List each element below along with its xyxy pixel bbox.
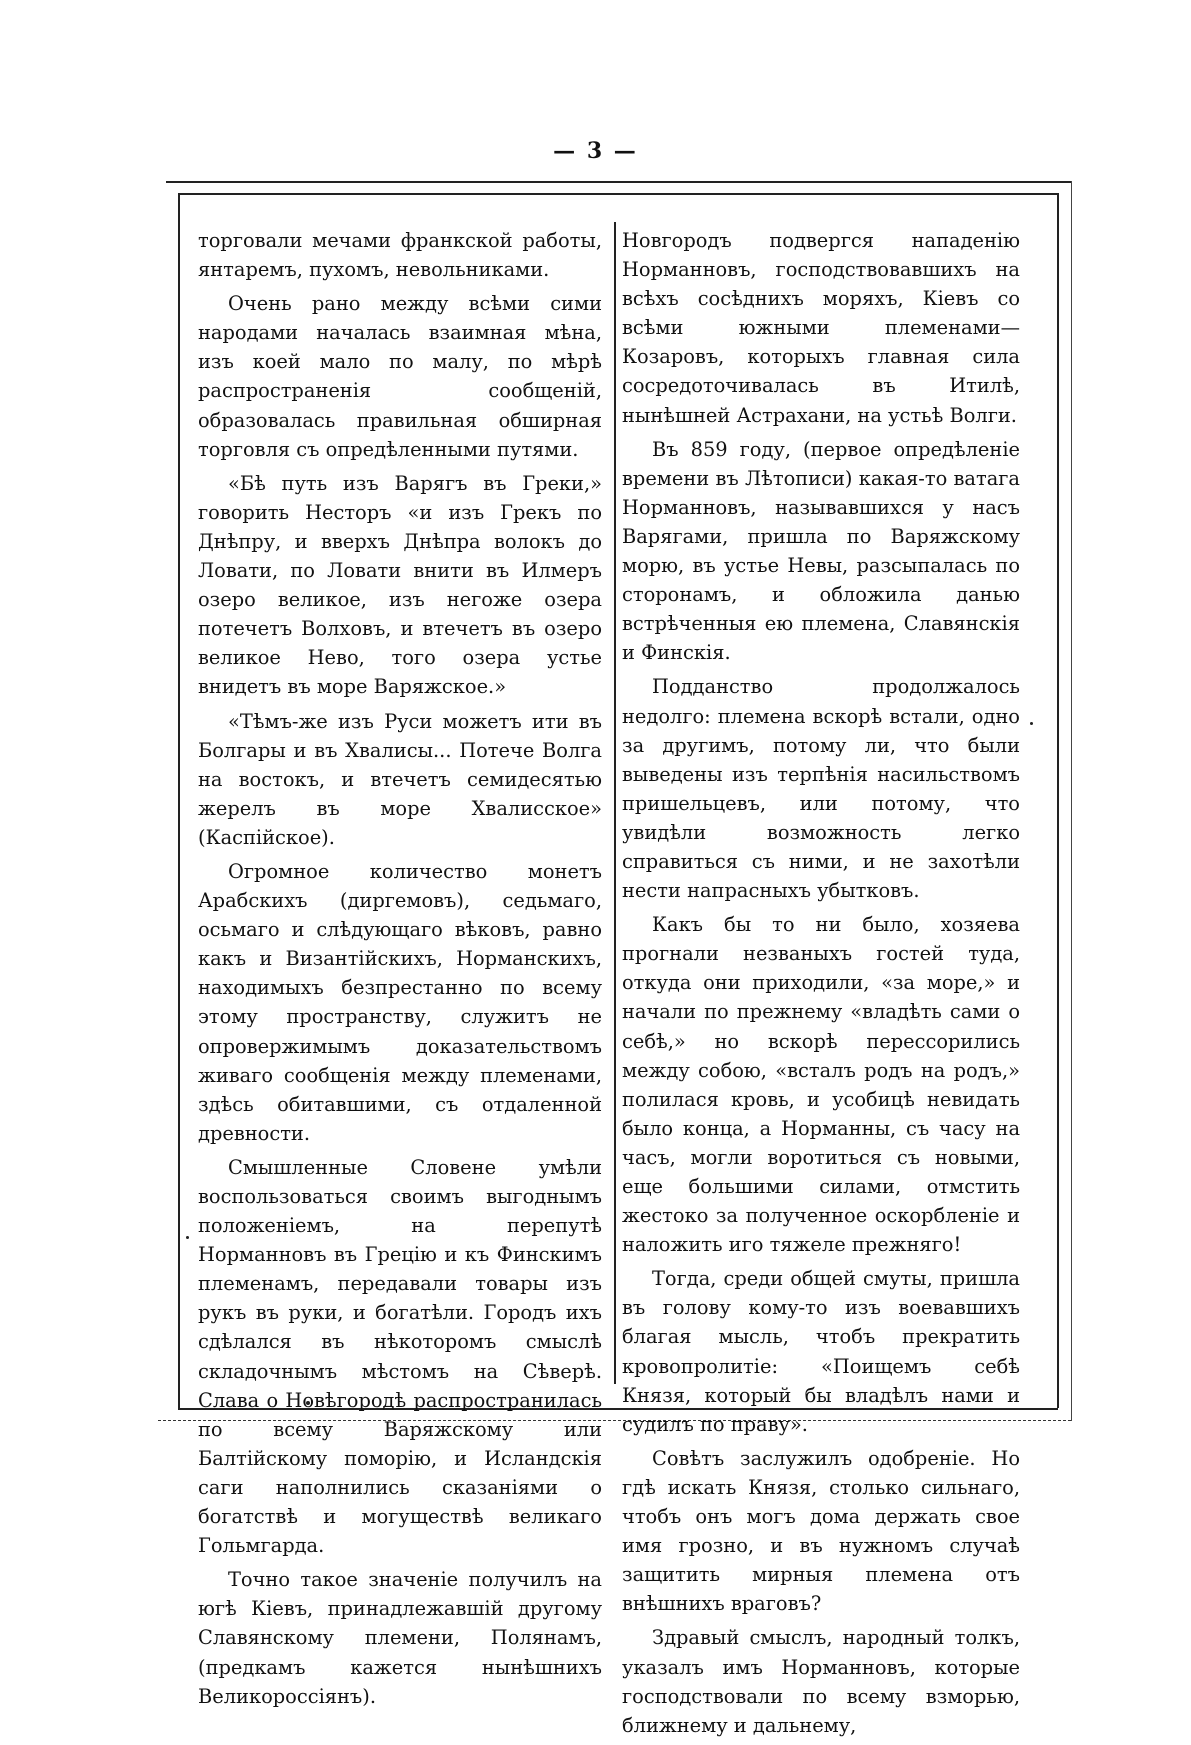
paragraph: Новгородъ подвергся нападенію Норманновъ, господствовавшихъ на всѣхъ сосѣднихъ моряхъ, Кіевъ со всѣми южными племенами—Козаровъ, которыхъ главная сила сосредоточивалась въ Итилѣ, нынѣшней Астрахани, на устьѣ Волги.: [622, 229, 1020, 427]
frame-right-rule: [1057, 193, 1059, 1408]
paragraph: Совѣтъ заслужилъ одобреніе. Но гдѣ искать Князя, столько сильнаго, чтобъ онъ могъ дома держать свое имя грозно, и въ нужномъ случаѣ защитить мирныя племена отъ внѣшнихъ враговъ?: [622, 1446, 1020, 1616]
paragraph: Въ 859 году, (первое опредѣленіе времени въ Лѣтописи) какая-то ватага Норманновъ, называвшихся у насъ Варягами, пришла по Варяжскому морю, въ устье Невы, разсыпалась по сторонамъ, и обложила данью встрѣченныя ею племена, Славянскія и Финскія.: [622, 437, 1020, 665]
paragraph: Огромное количество монетъ Арабскихъ (диргемовъ), седьмаго, осьмаго и слѣдующаго вѣковъ, равно какъ и Византійскихъ, Норманскихъ, находимыхъ безпрестанно по всему этому пространству, служитъ не опровержимымъ доказательствомъ живаго сообщенія между племенами, здѣсь обитавшими, съ отдаленной древности.: [198, 859, 602, 1145]
frame-left-rule: [178, 193, 180, 1408]
paragraph: «Бѣ путь изъ Варягъ въ Греки,» говорить Несторъ «и изъ Грекъ по Днѣпру, и вверхъ Днѣпра волокъ до Ловати, по Ловати внити въ Илмеръ озеро великое, изъ негоже озера потечетъ Волховъ, и втечетъ въ озеро великое Нево, того озера устье внидетъ въ море Варяжское.»: [198, 471, 602, 699]
paragraph: Здравый смыслъ, народный толкъ, указалъ имъ Норманновъ, которые господствовали по всему взморью, ближнему и дальнему,: [622, 1626, 1020, 1737]
paragraph: Точно такое значеніе получилъ на югѣ Кіевъ, принадлежавшій другому Славянскому племени, Полянамъ, (предкамъ кажется нынѣшнихъ Великороссіянъ).: [198, 1568, 602, 1708]
frame-right-outer-rule: [1071, 181, 1072, 1421]
paragraph: Очень рано между всѣми сими народами началась взаимная мѣна, изъ коей мало по малу, по мѣрѣ распространенія сообщеній, образовалась правильная обширная торговля съ опредѣленными путями.: [198, 292, 602, 461]
column-divider: [614, 222, 616, 1384]
paragraph: Смышленные Словене умѣли воспользоваться своимъ выгоднымъ положеніемъ, на перепутѣ Норманновъ въ Грецію и къ Финскимъ племенамъ, передавали товары изъ рукъ въ руки, и богатѣли. Городъ ихъ сдѣлался въ нѣкоторомъ смыслѣ складочнымъ мѣстомъ на Сѣверѣ. Слава о Новѣгородѣ распространилась по всему Варяжскому или Балтійскому поморію, и Исландскія саги наполнились сказаніями о богатствѣ и могуществѣ великаго Гольмгарда.: [198, 1155, 602, 1558]
page-number: — 3 —: [553, 138, 638, 164]
print-speck: [1030, 722, 1033, 725]
print-speck: [186, 1236, 189, 1239]
left-column: [198, 226, 602, 1716]
paragraph: «Тѣмъ-же изъ Руси можетъ ити въ Болгары и въ Хвалисы... Потече Волга на востокъ, и втечетъ семидесятью жерелъ въ море Хвалисское» (Каспійское).: [198, 709, 602, 849]
right-column: [622, 226, 1020, 1745]
frame-top-inner-rule: [178, 193, 1058, 195]
paragraph: Тогда, среди общей смуты, пришла въ голову кому-то изъ воевавшихъ благая мысль, чтобъ прекратить кровопролитіе: «Поищемъ себѣ Князя, который бы владѣлъ нами и судилъ по праву».: [622, 1267, 1020, 1436]
paragraph: торговали мечами франкской работы, янтаремъ, пухомъ, невольниками.: [198, 229, 602, 282]
paragraph: Подданство продолжалось недолго: племена вскорѣ встали, одно за другимъ, потому ли, что были выведены изъ терпѣнія насильствомъ пришельцевъ, или потому, что увидѣли возможность легко справиться съ ними, и не захотѣли нести напрасныхъ убытковъ.: [622, 675, 1020, 903]
frame-top-rule: [166, 181, 1071, 183]
paragraph: Какъ бы то ни было, хозяева прогнали незваныхъ гостей туда, откуда они приходили, «за море,» и начали по прежнему «владѣть сами о себѣ,» но вскорѣ перессорились между собою, «всталъ родъ на родъ,» полилася кровь, и усобицѣ невидать было конца, а Норманны, съ часу на часъ, могли воротиться съ новыми, еще большими силами, отмстить жестоко за полученное оскорбленіе и наложить иго тяжеле прежняго!: [622, 913, 1020, 1257]
